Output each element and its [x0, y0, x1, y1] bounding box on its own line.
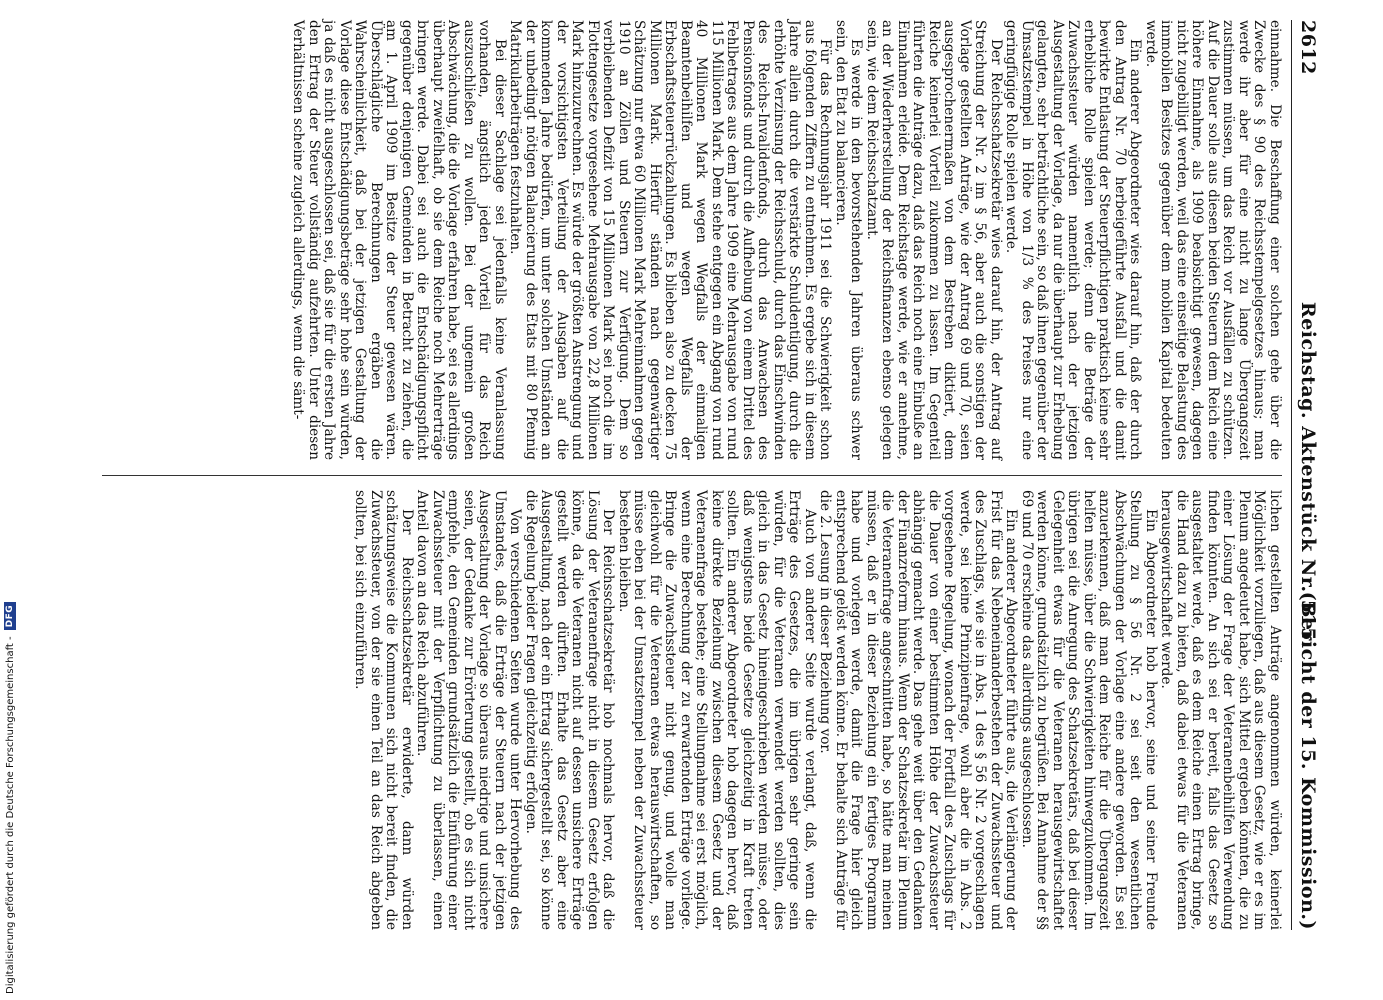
paragraph: Ein anderer Abgeordneter wies darauf hin, daß der durch den Antrag Nr. 70 herbeigeführte Ausfall und die damit bewirkte Entlastung der Steuerpflichtigen praktisch keine sehr erhebliche Rolle spielen werde; denn die Beträge der Zuwachssteuer würden namentlich nach der jetzigen Ausgestaltung der Vorlage, da nur die überhaupt zur Erhebung gelangten, sehr beträchtliche sein, so daß ihnen gegenüber der Umsatzstempel in Höhe von 1/3 % des Preises nur eine geringfügige Rolle spielen werde. — [1003, 20, 1144, 460]
digitization-text: Digitalisierung gefördert durch die Deutsche Forschungsgemeinschaft - — [4, 636, 16, 994]
paragraph: lichen gestellten Anträge angenommen würden, keinerlei Möglichkeit vorzuliegen, daß aus diesem Gesetz, wie er es im Plenum angedeutet habe, sich Mittel ergeben könnten, die zu einer Lösung der Frage der Veteranenbeihilfen Verwendung finden könnten. An sich sei er bereit, falls das Gesetz so ausgestaltet werde, daß es dem Reiche einen Ertrag bringe, die Hand dazu zu bieten, daß dabei etwas für die Veteranen herausgewirtschaftet werde. — [1158, 490, 1283, 930]
paragraph: Es werde in den bevorstehenden Jahren überaus schwer sein, den Etat zu balancieren. — [833, 20, 865, 460]
dfg-logo: DFG — [4, 602, 16, 631]
paragraph: Der Reichsschatzsekretär wies darauf hin, der Antrag auf Streichung der Nr. 2 im § 56, aber auch die sonstigen der Vorlage gestellten Anträge, wie der Antrag 69 und 70, seien ausgesprochenermaßen von dem Bestreben diktiert, dem Reiche keinerlei Vorteil zukommen zu lassen. Im Gegenteil führten die Anträge dazu, daß das Reich noch eine Einbuße an Einnahmen erleide. Dem Reichstage werde, wie er annehme, an der Wiederherstellung der Reichsfinanzen ebenso gelegen sein, wie dem Reichsschatzamt. — [864, 20, 1004, 460]
paragraph: Der Reichsschatzsekretär hob nochmals hervor, daß die Lösung der Veteranenfrage nicht in diesem Gesetz erfolgen könne, da die Veteranen nicht auf dessen unsichere Erträge gestellt werden dürften. Erhalte das Gesetz aber eine Ausgestaltung, nach der ein Ertrag sichergestellt sei, so könne die Regelung beider Fragen gleichzeitig erfolgen. — [523, 490, 617, 930]
report-title: (Bericht der 15. Kommission.) — [1297, 591, 1319, 930]
paragraph: Bei dieser Sachlage sei jedenfalls keine Veranlassung vorhanden, ängstlich jeden Vorteil für das Reich auszuschließen zu wollen. Bei der ungemein großen Abschwächung, die die Vorlage erfahren habe, sei es allerdings überhaupt zweifelhaft, ob sie dem Reiche noch Mehrerträge bringen werde. Dabei sei auch die Entschädigungspflicht gegenüber denjenigen Gemeinden in Betracht zu ziehen, die am 1. April 1909 im Besitze der Steuer gewesen wären. Überschlägliche Berechnungen ergäben die Wahrscheinlichkeit, daß bei der jetzigen Gestaltung der Vorlage diese Entschädigungsbeträge sehr hohe sein würden, ja daß es nicht ausgeschlossen sei, daß sie für die ersten Jahre den Ertrag der Steuer vollständig aufzehrten. Unter diesen Verhältnissen scheine zugleich allerdings, wenn die sämt- — [290, 20, 508, 460]
paragraph: Ein anderer Abgeordneter führte aus, die Verlängerung der Frist für das Nebeneinanderbestehen der Zuwachssteuer und des Zuschlags, wie sie in Abs. 1 des § 56 Nr. 2 vorgeschlagen werde, sei keine Prinzipienfrage, wohl aber die in Abs. 2 vorgesehene Regelung, wonach der Fortfall des Zuschlags für die Dauer von einer bestimmten Höhe der Zuwachssteuer abhängig gemacht werde. Das gehe weit über den Gedanken der Finanzreform hinaus. Wenn der Schatzsekretär im Plenum die Veteranenfrage angeschnitten habe, so hätte man meinen müssen, daß er in dieser Beziehung ein fertiges Programm habe und vorlegen werde, damit die Frage hier gleich entsprechend gelöst werden könne. Er behalte sich Anträge für die 2. Lesung in dieser Beziehung vor. — [817, 490, 1020, 930]
column-divider — [102, 475, 1282, 476]
scanned-page — [92, 20, 1322, 930]
running-title: Reichstag. Aktenstück Nr. 515. — [1297, 301, 1319, 649]
paragraph: einnahme. Die Beschaffung einer solchen gehe über die Zwecke des § 90 des Reichsstempelgesetzes hinaus; man werde ihr aber für eine nicht zu lange Übergangszeit zustimmen müssen, um das Reich vor Ausfällen zu schützen. Auf die Dauer solle aus diesen beiden Steuern dem Reich eine höhere Einnahme, als 1909 beabsichtigt gewesen, dagegen nicht zugebilligt werden, weil das eine einseitige Belastung des immobilen Besitzes gegenüber dem mobilen Kapital bedeuten werde. — [1143, 20, 1283, 460]
paragraph: Von verschiedenen Seiten wurde unter Hervorhebung des Umstandes, daß die Erträge der Steuern nach der jetzigen Ausgestaltung der Vorlage so überaus niedrige und unsichere seien, der Gedanke zur Erörterung gestellt, ob es sich nicht empfehle, den Gemeinden grundsätzlich die Einführung einer Zuwachssteuer mit der Verpflichtung zu überlassen, einen Anteil davon an das Reich abzuführen. — [414, 490, 524, 930]
paragraph: Der Reichsschatzsekretär erwiderte, dann würden schätzungsweise die Kommunen sich nicht bereit finden, die Zuwachssteuer, von der sie einen Teil an das Reich abgeben sollten, bei sich einzuführen. — [352, 490, 415, 930]
right-column — [352, 490, 1282, 930]
paragraph: Ein Abgeordneter hob hervor, seine und seiner Freunde Stellung zu § 56 Nr. 2 sei seit den wesentlichen Abschwächungen der Vorlage eine andere geworden. Es sei anzuerkennen, daß man dem Reiche für die Übergangszeit helfen müsse, über die Schwierigkeiten hinwegzukommen. Im übrigen sei die Anregung des Schatzsekretärs, daß bei dieser Gelegenheit etwas für die Veteranen herausgewirtschaftet werden könne, grundsätzlich zu begrüßen. Bei Annahme der §§ 69 und 70 erscheine das allerdings ausgeschlossen. — [1019, 490, 1159, 930]
header-rule — [1291, 20, 1292, 930]
paragraph: Für das Rechnungsjahr 1911 sei die Schwierigkeit schon aus folgenden Ziffern zu entnehmen. Es ergebe sich in diesem Jahre allein durch die verstärkte Schuldentilgung, durch die erhöhte Verzinsung der Reichsschuld, durch das Einschwinden des Reichs-Invalidenfonds, durch das Anwachsen des Pensionsfonds und durch die Aufhebung von einem Drittel des Fehlbetrages aus dem Jahre 1909 eine Mehrausgabe von rund 115 Millionen Mark. Dem stehe entgegen ein Abgang von rund 40 Millionen Mark wegen Wegfalls der einmaligen Beamtenbeihilfen und wegen Wegfalls der Erbschaftssteuerrückzahlungen. Es blieben also zu decken 75 Millionen Mark. Hierfür ständen nach gegenwärtiger Schätzung nur etwa 60 Millionen Mark Mehreinnahmen gegen 1910 an Zöllen und Steuern zur Verfügung. Dem so verbleibenden Defizit von 15 Millionen Mark sei noch die im Flottengesetze vorgesehene Mehrausgabe von 22,8 Millionen Mark hinzuzurechnen. Es würde der größten Anstrengung und der vorsichtigsten Verteilung der Ausgaben auf die kommenden Jahre bedürfen, um unter solchen Umständen an der unbedingt nötigen Balancierung des Etats mit 80 Pfennig Matrikularbeiträgen festzuhalten. — [507, 20, 834, 460]
page-number: 2612 — [1297, 20, 1319, 75]
digitization-footer — [4, 602, 16, 994]
paragraph: Auch von anderer Seite wurde verlangt, daß, wenn die Erträge des Gesetzes, die im übrigen sehr geringe sein würden, für die Veteranen verwendet werden sollten, dies gleich in das Gesetz hineingeschrieben werden müsse, oder daß wenigstens beide Gesetze gleichzeitig in Kraft treten sollten. Ein anderer Abgeordneter hob dagegen hervor, daß keine direkte Beziehung zwischen diesem Gesetz und der Veteranenfrage bestehe; eine Stellungnahme sei erst möglich, wenn eine Berechnung der zu erwartenden Erträge vorliege. Bringe die Zuwachssteuer nicht genug, und wolle man gleichwohl für die Veteranen etwas herauswirtschaften, so müsse eben bei der Umsatzstempel neben der Zuwachssteuer bestehen bleiben. — [616, 490, 818, 930]
page-header — [1292, 20, 1322, 930]
left-column — [290, 20, 1282, 460]
